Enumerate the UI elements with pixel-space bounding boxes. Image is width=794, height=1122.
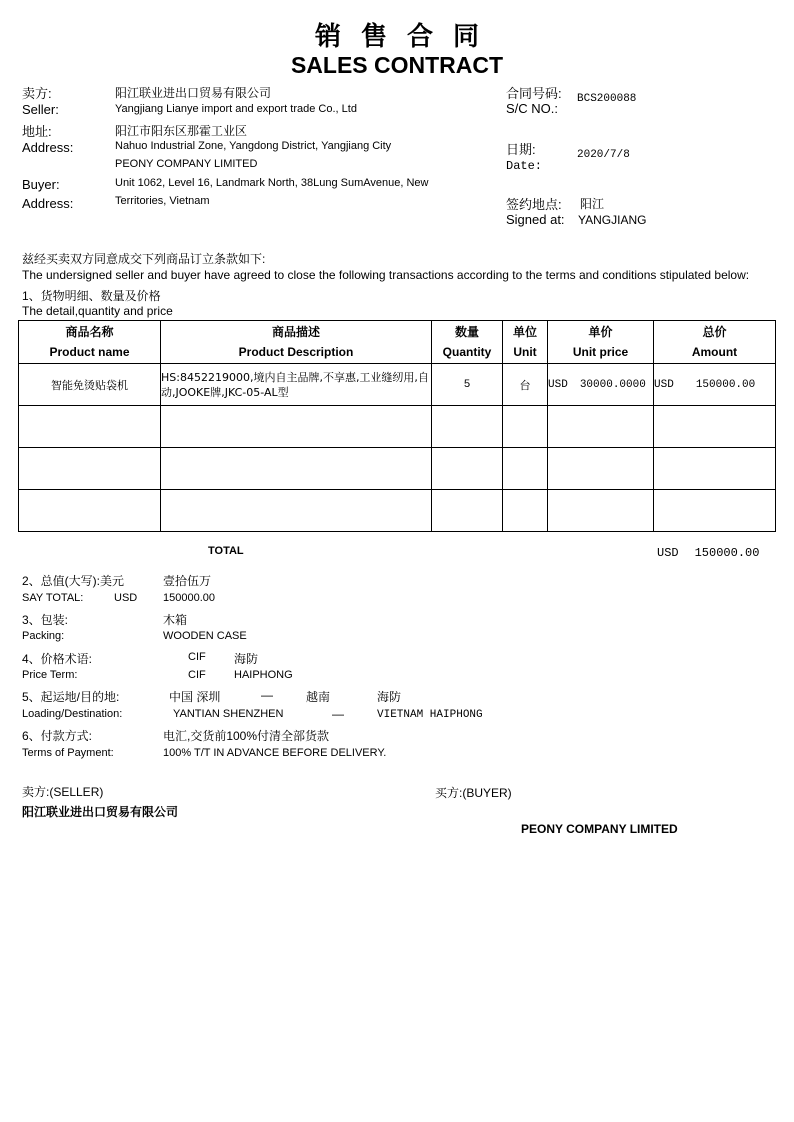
table-row-empty (19, 406, 776, 448)
loading-cn-to-port: 海防 (377, 690, 402, 704)
payment-en-label: Terms of Payment: (22, 747, 114, 759)
table-row-empty (19, 490, 776, 532)
col-header-quantity: 数量 Quantity (432, 321, 503, 364)
signed-place-en: YANGJIANG (578, 213, 647, 227)
cell-unit-price: USD 30000.0000 (548, 364, 654, 406)
seller-address-cn: 阳江市阳东区那霍工业区 (115, 124, 248, 138)
signed-place-cn: 阳江 (580, 197, 605, 211)
title-chinese: 销售合同 (314, 22, 499, 52)
buyer-signature-label: 买方:(BUYER) (435, 786, 512, 800)
loading-en-from: YANTIAN SHENZHEN (173, 708, 284, 720)
buyer-label: Buyer: (22, 177, 60, 192)
total-cn-label: 2、总值(大写):美元 (22, 574, 125, 588)
seller-label-cn: 卖方: (22, 86, 52, 101)
col-header-amount: 总价 Amount (654, 321, 776, 364)
table-row (19, 364, 776, 406)
packing-en-label: Packing: (22, 630, 65, 642)
price-term-en-label: Price Term: (22, 669, 78, 681)
cell-product-name: 智能免烫贴袋机 (19, 364, 161, 406)
intro-cn: 兹经买卖双方同意成交下列商品订立条款如下: (22, 252, 266, 266)
payment-en: 100% T/T IN ADVANCE BEFORE DELIVERY. (163, 747, 387, 759)
table-header-row (19, 321, 776, 364)
payment-cn-label: 6、付款方式: (22, 729, 93, 743)
cell-amount: USD 150000.00 (654, 364, 776, 406)
cell-quantity: 5 (432, 364, 503, 406)
goods-table (18, 320, 776, 532)
section1-cn: 1、货物明细、数量及价格 (22, 289, 161, 303)
say-total-label: SAY TOTAL: (22, 592, 84, 604)
signed-label-cn: 签约地点: (506, 197, 562, 212)
loading-en-to: VIETNAM HAIPHONG (377, 709, 483, 721)
buyer-address-line1: Unit 1062, Level 16, Landmark North, 38Lung SumAvenue, New (115, 177, 429, 189)
date-label-cn: 日期: (506, 142, 536, 157)
buyer-signature-name: PEONY COMPANY LIMITED (521, 822, 678, 836)
table-row-empty (19, 448, 776, 490)
loading-cn-label: 5、起运地/目的地: (22, 690, 120, 704)
total-cn-value: 壹拾伍万 (163, 574, 212, 588)
payment-cn: 电汇,交货前100%付清全部货款 (163, 729, 330, 743)
intro-en: The undersigned seller and buyer have agreed to close the following transactions according to the terms and conditions stipulated below: (22, 268, 750, 282)
address-label-en: Address: (22, 140, 74, 155)
col-header-unit: 单位 Unit (503, 321, 548, 364)
price-term-en-code: CIF (188, 669, 206, 681)
buyer-name: PEONY COMPANY LIMITED (115, 158, 258, 170)
price-term-cn-port: 海防 (234, 652, 259, 666)
loading-en-label: Loading/Destination: (22, 708, 123, 720)
seller-name-cn: 阳江联业进出口贸易有限公司 (115, 86, 272, 100)
col-header-description: 商品描述 Product Description (161, 321, 432, 364)
buyer-address-label: Address: (22, 196, 74, 211)
cell-unit: 台 (503, 364, 548, 406)
seller-address-en: Nahuo Industrial Zone, Yangdong District, Yangjiang City (115, 140, 392, 152)
loading-cn-from: 中国 深圳 (169, 690, 221, 704)
price-term-cn-code: CIF (188, 651, 206, 663)
signed-label-en: Signed at: (506, 212, 565, 227)
packing-cn-label: 3、包装: (22, 613, 69, 627)
section1-en: The detail,quantity and price (22, 304, 173, 318)
seller-signature-name: 阳江联业进出口贸易有限公司 (22, 805, 179, 819)
address-label-cn: 地址: (22, 124, 52, 139)
seller-signature-label: 卖方:(SELLER) (22, 785, 104, 799)
loading-dash-en: — (332, 707, 344, 721)
contract-no-label-cn: 合同号码: (506, 86, 562, 101)
contract-no-label-en: S/C NO.: (506, 101, 559, 116)
buyer-address-line2: Territories, Vietnam (115, 195, 210, 207)
loading-dash-cn: — (261, 688, 273, 702)
contract-no: BCS200088 (577, 93, 637, 105)
col-header-unit-price: 单价 Unit price (548, 321, 654, 364)
date-value: 2020/7/8 (577, 149, 630, 161)
price-term-cn-label: 4、价格术语: (22, 652, 93, 666)
total-label: TOTAL (208, 545, 244, 557)
say-total-currency: USD (114, 592, 138, 604)
page-title: SALES CONTRACT (290, 52, 504, 78)
total-value: USD 150000.00 (657, 546, 760, 560)
seller-name-en: Yangjiang Lianye import and export trade Co., Ltd (115, 103, 357, 115)
say-total-value: 150000.00 (163, 592, 215, 604)
price-term-en-port: HAIPHONG (234, 669, 293, 681)
cell-description: HS:8452219000,境内自主品牌,不享惠,工业缝纫用,自动,JOOKE牌,JKC-05-AL型 (161, 364, 432, 406)
packing-en: WOODEN CASE (163, 630, 247, 642)
packing-cn: 木箱 (163, 613, 188, 627)
seller-label-en: Seller: (22, 102, 59, 117)
loading-cn-to-country: 越南 (306, 690, 331, 704)
col-header-product-name: 商品名称 Product name (19, 321, 161, 364)
date-label-en: Date: (506, 159, 543, 173)
